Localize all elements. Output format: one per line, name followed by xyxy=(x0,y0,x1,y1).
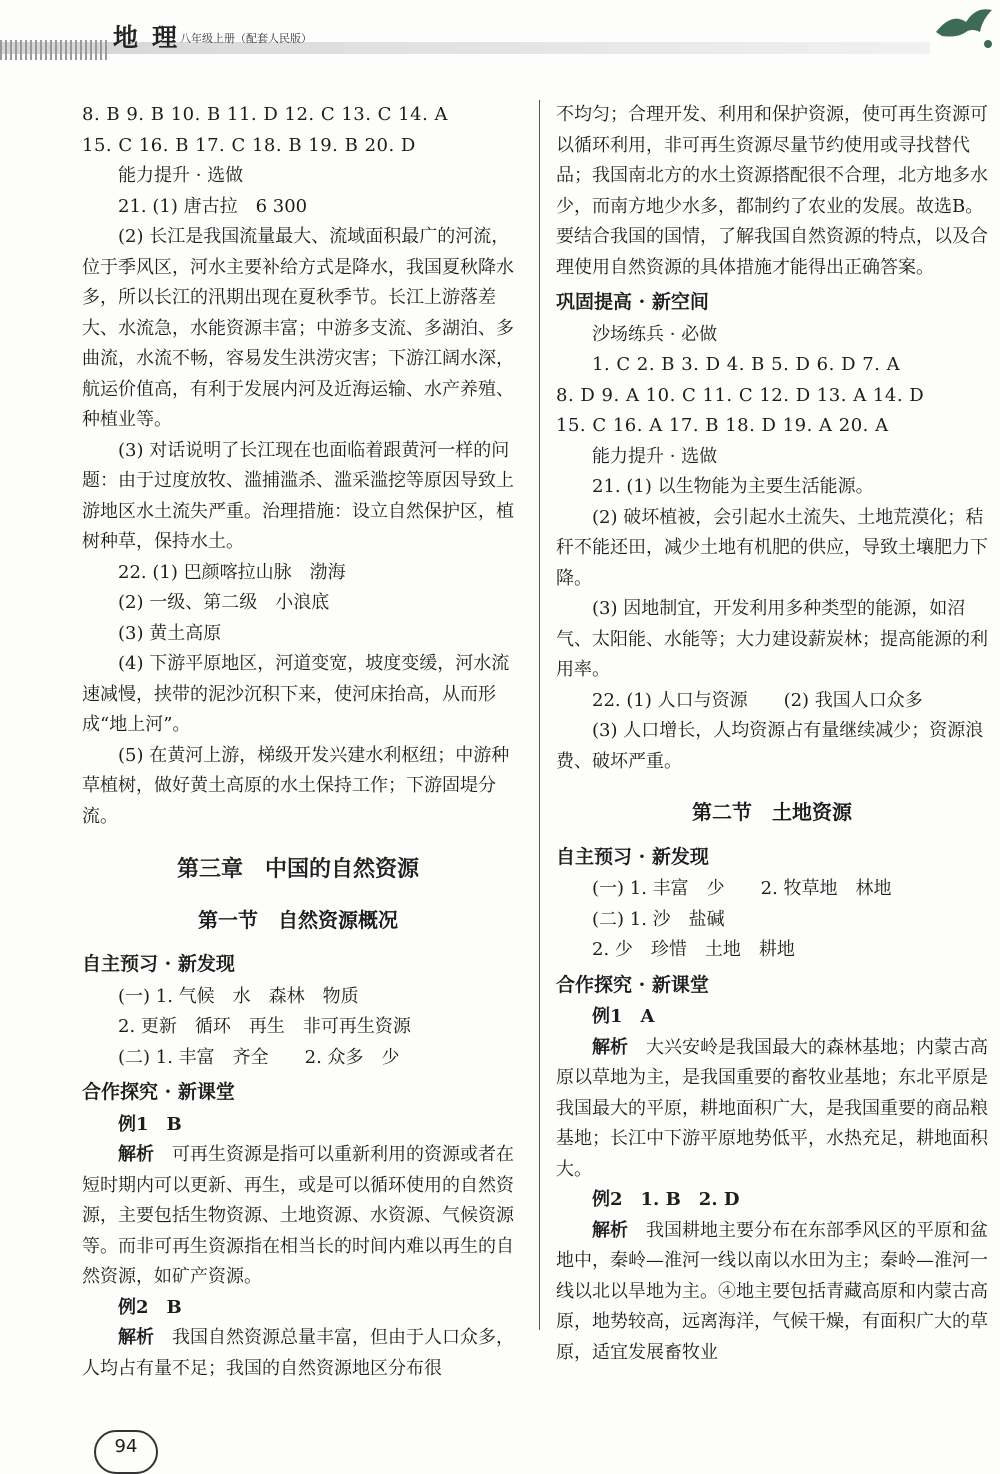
paragraph: (3) 因地制宜，开发利用多种类型的能源，如沼气、太阳能、水能等；大力建设薪炭林；提高能源的利用率。 xyxy=(556,598,988,680)
explanation-label: 解析 xyxy=(592,1036,628,1058)
answer-line: (二) 1. 丰富 齐全 2. 众多 少 xyxy=(118,1046,400,1068)
explanation-text: 我国自然资源总量丰富，但由于人口众多，人均占有量不足；我国的自然资源地区分布很 xyxy=(82,1327,514,1379)
page-header xyxy=(0,0,1000,62)
answer-line: 21. (1) 以生物能为主要生活能源。 xyxy=(592,476,874,497)
section-heading: 巩固提高 · 新空间 xyxy=(556,291,709,313)
left-column xyxy=(82,100,514,1384)
answer-line: 8. D 9. A 10. C 11. C 12. D 13. A 14. D xyxy=(556,384,925,406)
answer-line: 2. 少 珍惜 土地 耕地 xyxy=(592,939,795,960)
page-number: 94 xyxy=(94,1430,158,1474)
answer-line: (一) 1. 丰富 少 2. 牧草地 林地 xyxy=(592,878,892,899)
answer-line: (2) 一级、第二级 小浪底 xyxy=(118,592,330,613)
explanation xyxy=(556,1033,988,1186)
paragraph: (5) 在黄河上游，梯级开发兴建水利枢纽；中游种草植树，做好黄土高原的水土保持工作；下游固堤分流。 xyxy=(82,744,510,827)
answer-line: (一) 1. 气候 水 森林 物质 xyxy=(118,985,359,1007)
section-heading: 自主预习 · 新发现 xyxy=(556,845,709,868)
answer-line: 22. (1) 巴颜喀拉山脉 渤海 xyxy=(118,561,346,583)
answer-line: 2. 更新 循环 再生 非可再生资源 xyxy=(118,1016,411,1037)
section-heading: 自主预习 · 新发现 xyxy=(82,953,235,975)
paragraph: (2) 破坏植被，会引起水土流失、土地荒漠化；秸秆不能还田，减少土地有机肥的供应，导致土壤肥力下降。 xyxy=(556,506,988,589)
section-heading: 合作探究 · 新课堂 xyxy=(82,1081,235,1103)
column-divider xyxy=(539,100,540,1330)
answer-line: 8. B 9. B 10. B 11. D 12. C 13. C 14. A xyxy=(82,104,449,125)
explanation xyxy=(556,1216,988,1369)
section-heading: 合作探究 · 新课堂 xyxy=(556,973,709,996)
explanation xyxy=(82,1323,514,1384)
bird-logo-icon xyxy=(932,2,996,52)
explanation-text: 我国耕地主要分布在东部季风区的平原和盆地中，秦岭—淮河一线以南以水田为主；秦岭—淮河一线以北以旱地为主。④地主要包括青藏高原和内蒙古高原，地势较高，远离海洋，气候干燥，有面积广大的草原，适宜发展畜牧业 xyxy=(556,1219,988,1363)
explanation-text: 可再生资源是指可以重新利用的资源或者在短时期内可以更新、再生，或是可以循环使用的自然资源，主要包括生物资源、土地资源、水资源、气候资源等。而非可再生资源指在相当长的时间内难以再生的自然资源，如矿产资源。 xyxy=(82,1144,514,1287)
explanation-text: 大兴安岭是我国最大的森林基地；内蒙古高原以草地为主，是我国重要的畜牧业基地；东北平原是我国最大的平原，耕地面积广大，是我国重要的商品粮基地；长江中下游平原地势低平，水热充足，耕地面积大。 xyxy=(556,1036,988,1180)
chapter-title: 第三章 中国的自然资源 xyxy=(176,856,419,882)
header-stripes xyxy=(0,40,110,60)
example-label: 例1 A xyxy=(592,1006,655,1027)
paragraph: (3) 对话说明了长江现在也面临着跟黄河一样的问题：由于过度放牧、滥捕滥杀、滥采滥挖等原因导致上游地区水土流失严重。治理措施：设立自然保护区，植树种草，保持水土。 xyxy=(82,439,514,552)
subheading: 沙场练兵 · 必做 xyxy=(592,323,718,345)
answer-line: 15. C 16. B 17. C 18. B 19. B 20. D xyxy=(82,134,416,156)
paragraph: (4) 下游平原地区，河道变宽，坡度变缓，河水流速减慢，挟带的泥沙沉积下来，使河床抬高，从而形成“地上河”。 xyxy=(82,653,510,735)
answer-line: 21. (1) 唐古拉 6 300 xyxy=(118,195,308,217)
section-title: 第一节 自然资源概况 xyxy=(198,907,398,932)
explanation-label: 解析 xyxy=(118,1144,154,1165)
subject-title: 地理 xyxy=(113,23,192,52)
example-label: 例1 B xyxy=(118,1113,182,1135)
paragraph: (2) 长江是我国流量最大、流域面积最广的河流，位于季风区，河水主要补给方式是降水，我国夏秋降水多，所以长江的汛期出现在夏秋季节。长江上游落差大、水流急，水能资源丰富；中游多支流、多湖泊、多曲流，水流不畅，容易发生洪涝灾害；下游江阔水深，航运价值高，有利于发展内河及近海运输、水产养殖、种植业等。 xyxy=(82,226,514,430)
answer-line: 15. C 16. A 17. B 18. D 19. A 20. A xyxy=(556,415,889,436)
paragraph: 不均匀；合理开发、利用和保护资源，使可再生资源可以循环利用，非可再生资源尽量节约使用或寻找替代品；我国南北方的水土资源搭配很不合理，北方地多水少，而南方地少水多，都制约了农业的发展。故选B。要结合我国的国情，了解我国自然资源的特点，以及合理使用自然资源的具体措施才能得出正确答案。 xyxy=(556,104,988,278)
explanation-label: 解析 xyxy=(592,1219,628,1241)
example-label: 例2 B xyxy=(118,1296,182,1318)
right-column xyxy=(556,100,988,1368)
paragraph: (3) 人口增长，人均资源占有量继续减少；资源浪费、破坏严重。 xyxy=(556,720,984,772)
answer-line: (二) 1. 沙 盐碱 xyxy=(592,908,725,930)
answer-line: (3) 黄土高原 xyxy=(118,622,222,644)
answer-line: 1. C 2. B 3. D 4. B 5. D 6. D 7. A xyxy=(592,354,901,375)
explanation-label: 解析 xyxy=(118,1327,154,1348)
explanation xyxy=(82,1140,514,1293)
edition-label: 八年级上册（配套人民版） xyxy=(180,32,312,45)
section-title: 第二节 土地资源 xyxy=(692,800,852,824)
subheading: 能力提升 · 选做 xyxy=(118,165,244,186)
example-label: 例2 1. B 2. D xyxy=(592,1189,740,1210)
answer-line: 22. (1) 人口与资源 (2) 我国人口众多 xyxy=(592,689,923,711)
subheading: 能力提升 · 选做 xyxy=(592,445,718,467)
